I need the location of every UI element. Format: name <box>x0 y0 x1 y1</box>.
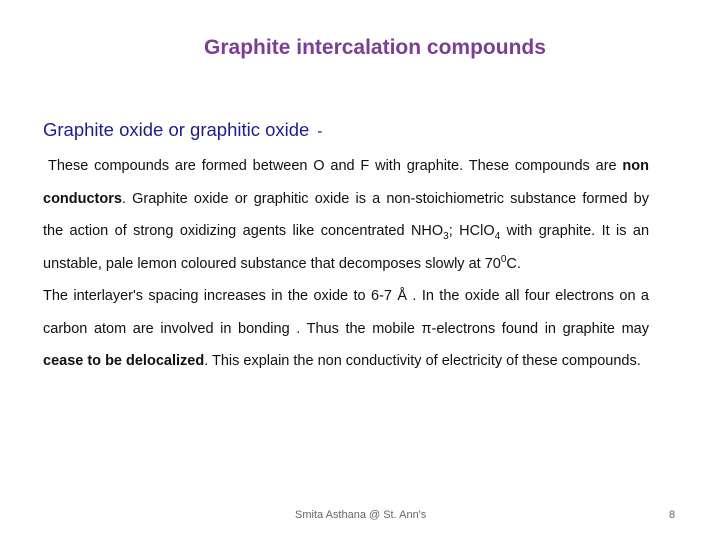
p1-text-5: C. <box>506 255 521 272</box>
footer-author: Smita Asthana @ St. Ann's <box>295 509 427 521</box>
p1-subscript-4: 4 <box>494 230 501 242</box>
p2-text-2: . This explain the non conductivity of electricity of these compounds. <box>204 353 641 369</box>
p1-text-3: ; HClO <box>448 223 495 239</box>
p2-text-1: The interlayer's spacing increases in the oxide to 6-7 Å . In the oxide all four electrons on a carbon atom are involved in bonding . Thus the mobile π-electrons found in graphite may <box>43 288 649 337</box>
slide-title: Graphite intercalation compounds <box>204 36 546 59</box>
paragraph-1 <box>43 150 649 280</box>
paragraph-2 <box>43 280 649 378</box>
p1-bold-non-conductors: non conductors <box>43 158 649 207</box>
p1-text-4: with graphite. It is an unstable, pale lemon coloured substance that decomposes slowly at 70 <box>43 223 650 272</box>
heading-dash: - <box>317 123 323 140</box>
p1-text-1: These compounds are formed between O and F with graphite. These compounds are <box>48 158 623 174</box>
body-text <box>43 150 649 378</box>
p1-superscript-0: 0 <box>500 253 507 265</box>
p1-text-2: . Graphite oxide or graphitic oxide is a non-stoichiometric substance formed by the action of strong oxidizing agents like concentrated NHO <box>43 190 649 239</box>
p2-bold-cease-delocalized: cease to be delocalized <box>43 353 205 369</box>
p1-subscript-3: 3 <box>443 230 449 242</box>
page-number: 8 <box>669 509 676 521</box>
section-heading-text: Graphite oxide or graphitic oxide <box>43 119 310 140</box>
section-heading <box>43 119 322 141</box>
